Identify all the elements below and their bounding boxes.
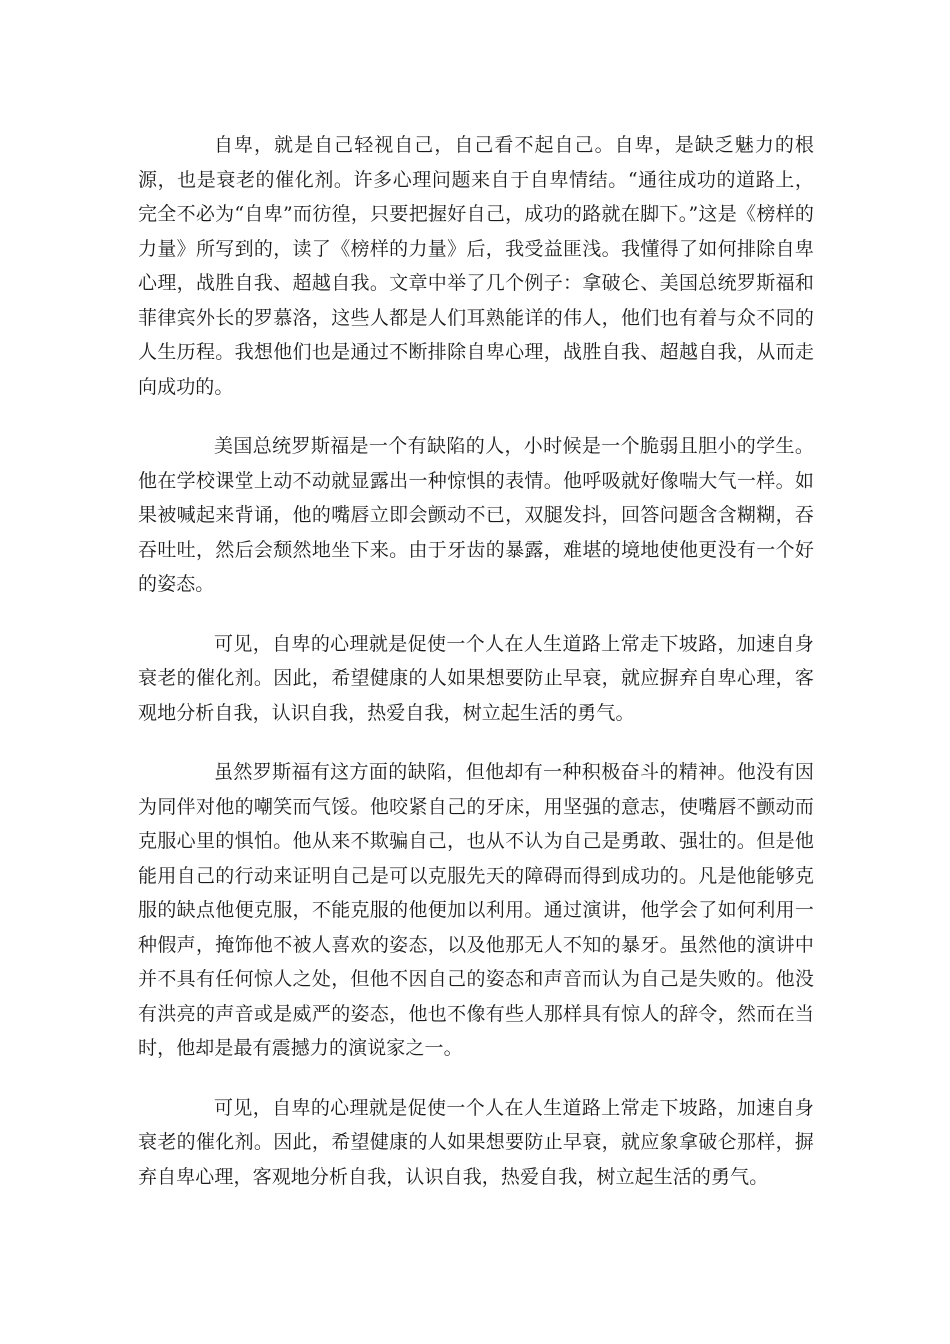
document-page: [138, 128, 814, 1219]
paragraph-4: 虽然罗斯福有这方面的缺陷，但他却有一种积极奋斗的精神。他没有因为同伴对他的嘲笑而气馁。他咬紧自己的牙床，用坚强的意志，使嘴唇不颤动而克服心里的惧怕。他从来不欺骗自己，也从不认为自己是勇敢、强壮的。但是他能用自己的行动来证明自己是可以克服先天的障碍而得到成功的。凡是他能够克服的缺点他便克服，不能克服的他便加以利用。通过演讲，他学会了如何利用一种假声，掩饰他不被人喜欢的姿态，以及他那无人不知的暴牙。虽然他的演讲中并不具有任何惊人之处，但他不因自己的姿态和声音而认为自己是失败的。他没有洪亮的声音或是威严的姿态，他也不像有些人那样具有惊人的辞令，然而在当时，他却是最有震撼力的演说家之一。: [138, 761, 814, 1059]
paragraph-5: 可见，自卑的心理就是促使一个人在人生道路上常走下坡路，加速自身衰老的催化剂。因此，希望健康的人如果想要防止早衰，就应象拿破仑那样，摒弃自卑心理，客观地分析自我，认识自我，热爱自我，树立起生活的勇气。: [138, 1096, 814, 1188]
paragraph-1: 自卑，就是自己轻视自己，自己看不起自己。自卑，是缺乏魅力的根源，也是衰老的催化剂。许多心理问题来自于自卑情结。“通往成功的道路上，完全不必为“自卑”而彷徨，只要把握好自己，成功的路就在脚下。”这是《榜样的力量》所写到的，读了《榜样的力量》后，我受益匪浅。我懂得了如何排除自卑心理，战胜自我、超越自我。文章中举了几个例子：拿破仑、美国总统罗斯福和菲律宾外长的罗慕洛，这些人都是人们耳熟能详的伟人，他们也有着与众不同的人生历程。我想他们也是通过不断排除自卑心理，战胜自我、超越自我，从而走向成功的。: [138, 134, 814, 398]
paragraph-2: 美国总统罗斯福是一个有缺陷的人，小时候是一个脆弱且胆小的学生。他在学校课堂上动不动就显露出一种惊惧的表情。他呼吸就好像喘大气一样。如果被喊起来背诵，他的嘴唇立即会颤动不已，双腿发抖，回答问题含含糊糊，吞吞吐吐，然后会颓然地坐下来。由于牙齿的暴露，难堪的境地使他更没有一个好的姿态。: [138, 435, 814, 595]
paragraph-3: 可见，自卑的心理就是促使一个人在人生道路上常走下坡路，加速自身衰老的催化剂。因此，希望健康的人如果想要防止早衰，就应摒弃自卑心理，客观地分析自我，认识自我，热爱自我，树立起生活的勇气。: [138, 632, 814, 724]
